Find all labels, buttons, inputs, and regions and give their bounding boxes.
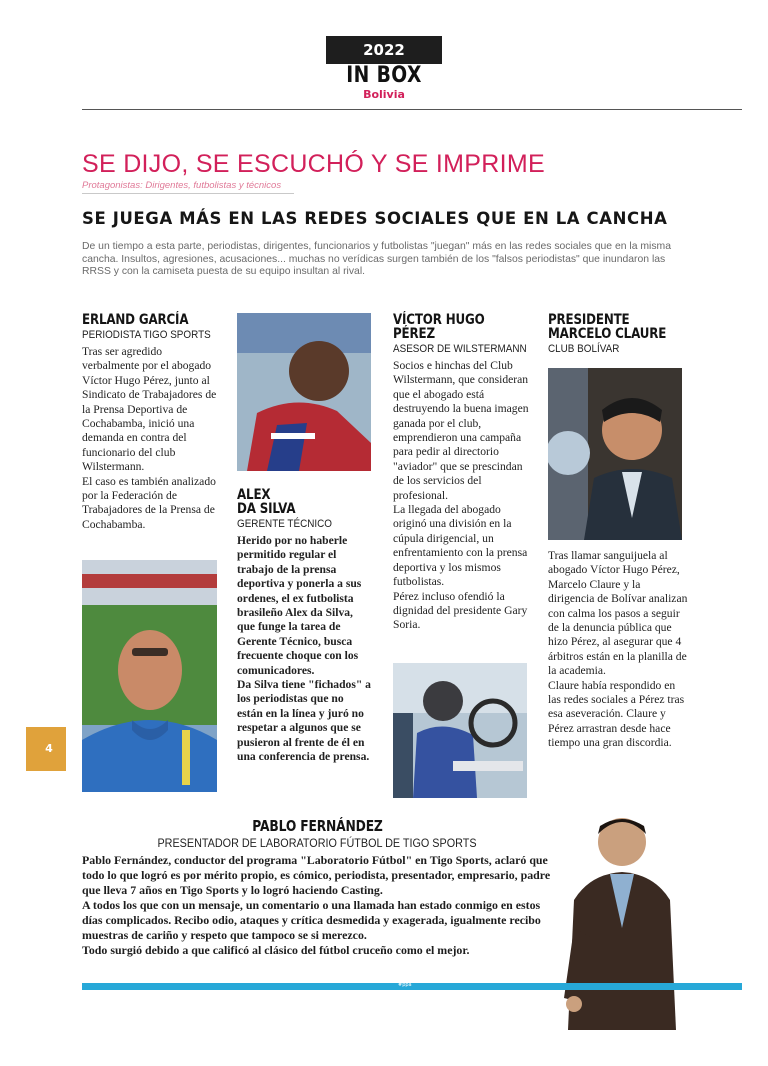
profile-name: ERLAND GARCÍA (82, 312, 189, 328)
article-headline: SE JUEGA MÁS EN LAS REDES SOCIALES QUE EN LA CANCHA (82, 209, 668, 228)
photo-marcelo-claure (548, 368, 682, 540)
paragraph: Pérez incluso ofendió la dignidad del presidente Gary Soria. (393, 589, 528, 632)
profile-body (82, 853, 552, 958)
profile-name: MARCELO CLAURE (548, 326, 667, 342)
page-number: 4 (26, 727, 66, 771)
profile-alex-da-silva (237, 488, 372, 765)
profile-role: GERENTE TÉCNICO (237, 518, 332, 530)
profile-role: ASESOR DE WILSTERMANN (393, 343, 527, 355)
profile-erland-garcia (82, 313, 217, 532)
profile-name: VÍCTOR HUGO (393, 312, 485, 328)
profile-name: PRESIDENTE (548, 312, 630, 328)
profile-name: DA SILVA (237, 501, 296, 517)
header-rule (82, 109, 742, 110)
paragraph: Tras llamar sanguijuela al abogado Víctor Hugo Pérez, Marcelo Claure y la dirigencia de Bolívar analizan con calma los pasos a seguir de la denuncia pública que hizo Pérez, al asegurar que 4 árbitros están en la planilla de la academia. (548, 549, 688, 678)
profile-marcelo-claure (548, 313, 688, 356)
paragraph: Da Silva tiene "fichados" a los periodistas que no están en la línea y juró no respetar a algunos que se pusieron al frente de él en una conferencia de prensa. (237, 678, 371, 764)
profile-name: PABLO FERNÁNDEZ (251, 817, 383, 835)
paragraph: A todos los que con un mensaje, un comentario o una llamada han estado conmigo en estos días complicados. Recibo odio, ataques y crítica desmedida y exagerada, igualmente recibo muestras de cariño y respeto que tampoco se si merezco. (82, 898, 541, 942)
section-subtitle: Protagonistas: Dirigentes, futbolistas y técnicos (82, 180, 294, 194)
profile-victor-hugo-perez (393, 313, 529, 633)
footer-bar (82, 983, 742, 990)
profile-body (393, 359, 529, 633)
profile-marcelo-claure-body (548, 546, 688, 751)
masthead (0, 36, 768, 101)
magazine-title: IN BOX (346, 63, 422, 88)
profile-role: PRESENTADOR DE LABORATORIO FÚTBOL DE TIGO SPORTS (157, 836, 477, 850)
profile-role: PERIODISTA TIGO SPORTS (82, 329, 211, 341)
photo-alex-da-silva (237, 313, 371, 471)
profile-name: ALEX (237, 487, 271, 503)
paragraph: El caso es también analizado por la Federación de Trabajadores de la Prensa de Cochabamba. (82, 474, 216, 531)
paragraph: La llegada del abogado originó una división en la cúpula dirigencial, un enfrentamiento con la prensa deportiva y los mismos futbolistas. (393, 503, 528, 589)
paragraph: Herido por no haberle permitido regular el trabajo de la prensa deportiva y ponerla a sus ordenes, el ex futbolista brasileño Alex da Silva, que funge la tarea de Gerente Técnico, busca frecuente choque con los comunicadores. (237, 534, 362, 677)
paragraph: Pablo Fernández, conductor del programa "Laboratorio Fútbol" en Tigo Sports, aclaró que todo lo que logró es por mérito propio, es cómico, periodista, presentador, empresario, padre que lleva 7 años en Tigo Sports y lo logró haciendo Casting. (82, 853, 551, 897)
profile-pablo-fernandez (82, 816, 552, 850)
paragraph: Tras ser agredido verbalmente por el abogado Víctor Hugo Pérez, junto al Sindicato de Trabajadores de la Prensa Deportiva de Cochabamba, inició una demanda en contra del funcionario del club Wilstermann. (82, 345, 217, 474)
profile-role: CLUB BOLÍVAR (548, 343, 620, 355)
profile-name: PÉREZ (393, 326, 435, 342)
paragraph: Todo surgió debido a que calificó al clásico del fútbol cruceño como el mejor. (82, 943, 470, 957)
paragraph: Claure había respondido en las redes sociales a Pérez tras esa aseveración. Claure y Pérez arrastran desde hace tiempo una gran discordia. (548, 678, 685, 750)
photo-victor-hugo-perez (393, 663, 527, 798)
profile-body (82, 345, 217, 532)
article-lead: De un tiempo a esta parte, periodistas, dirigentes, funcionarios y futbolistas "juegan" más en las redes sociales que en la misma cancha. Insultos, agresiones, acusaciones... muchas no verídicas surgen también de los "falsos periodistas" que inundaron las RRSS y con la camiseta puesta de su equipo insultan al rival. (82, 241, 671, 278)
footer-mark: #ppa (398, 982, 412, 988)
profile-body (237, 534, 372, 765)
profile-body (548, 549, 688, 751)
paragraph: Socios e hinchas del Club Wilstermann, que consideran que el abogado está destruyendo la buena imagen ganada por el club, emprendieron una campaña para pedir al directorio "aviador" que se prescindan de los servicios del profesional. (393, 359, 529, 502)
photo-erland-garcia (82, 560, 217, 792)
section-title: SE DIJO, SE ESCUCHÓ Y SE IMPRIME (82, 150, 545, 178)
magazine-region: Bolivia (363, 88, 405, 101)
photo-pablo-fernandez (560, 808, 684, 1030)
year-badge: 2022 (326, 36, 442, 64)
